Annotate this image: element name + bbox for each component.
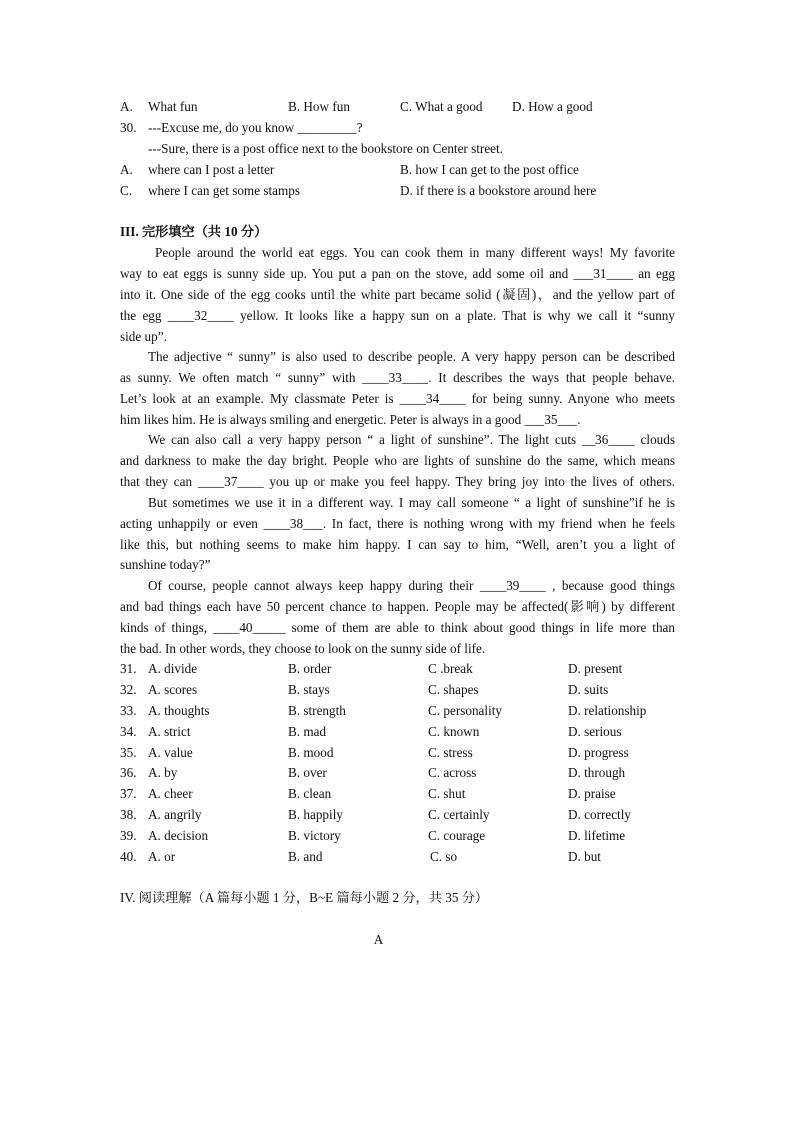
q30-option-b: B. how I can get to the post office [400,162,579,177]
q29-option-d: D. How a good [512,99,593,114]
q29-option-a-label: A. [120,99,133,114]
option-c: C. courage [428,828,486,843]
option-c: C. known [428,724,480,739]
option-c: C. personality [428,703,502,718]
option-a: A. divide [148,661,198,676]
question-number: 32. [120,682,137,697]
option-a: A. scores [148,682,198,697]
section4-heading: IV. 阅读理解（A 篇每小题 1 分，B~E 篇每小题 2 分，共 35 分） [120,890,489,905]
passage-line: as sunny. We often match “ sunny” with ____33____. It describes the ways that people behave. [120,370,675,385]
option-d: D. serious [568,724,622,739]
option-b: B. victory [288,828,341,843]
passage-line: that they can ____37____ you up or make you feel happy. They bring joy into the lives of others. [120,474,675,489]
passage-line: into it. One side of the egg cooks until the white part became solid (凝固)，and the yellow part of [120,287,675,302]
passage-line: and darkness to make the day bright. People who are lights of sunshine do the same, which means [120,453,675,468]
q30-line1: ---Excuse me, do you know _________? [148,120,363,135]
passage-line: People around the world eat eggs. You can cook them in many different ways! My favorite [155,245,675,260]
option-d: D. but [568,849,601,864]
option-c: C. certainly [428,807,490,822]
option-b: B. stays [288,682,330,697]
option-d: D. through [568,765,626,780]
question-number: 37. [120,786,137,801]
option-a: A. strict [148,724,191,739]
q30-number: 30. [120,120,137,135]
option-c: C. shapes [428,682,479,697]
q30-option-a-label: A. [120,162,133,177]
option-c: C. stress [428,745,473,760]
passage-line: the egg ____32____ yellow. It looks like a happy sun on a plate. That is why we call it “sunny [120,308,675,323]
option-a: A. thoughts [148,703,210,718]
option-b: B. strength [288,703,346,718]
passage-line: side up”. [120,329,167,344]
option-c: C. shut [428,786,466,801]
q30-option-a: where can I post a letter [148,162,275,177]
option-c: C. so [430,849,458,864]
passage-line: and bad things each have 50 percent chance to happen. People may be affected(影响) by different [120,599,675,614]
section3-heading: III. 完形填空（共 10 分） [120,224,268,239]
option-d: D. lifetime [568,828,626,843]
question-number: 38. [120,807,137,822]
option-b: B. happily [288,807,343,822]
option-c: C. across [428,765,477,780]
passage-line: The adjective “ sunny” is also used to describe people. A very happy person can be described [148,349,675,364]
passage-line: him likes him. He is always smiling and energetic. Peter is always in a good ___35___. [120,412,581,427]
passage-line: acting unhappily or even ____38___. In fact, there is nothing wrong with my friend when he feels [120,516,675,531]
option-d: D. relationship [568,703,647,718]
option-c: C .break [428,661,473,676]
question-number: 40. [120,849,137,864]
question-number: 34. [120,724,137,739]
q29-option-b: B. How fun [288,99,350,114]
passage-line: Let’s look at an example. My classmate Peter is ____34____ for being sunny. Anyone who meets [120,391,675,406]
q29-option-c: C. What a good [400,99,483,114]
option-d: D. suits [568,682,609,697]
option-a: A. decision [148,828,209,843]
option-a: A. cheer [148,786,193,801]
option-b: B. mad [288,724,327,739]
option-b: B. order [288,661,332,676]
option-b: B. over [288,765,327,780]
option-a: A. angrily [148,807,202,822]
option-b: B. and [288,849,323,864]
passage-line: the bad. In other words, they choose to look on the sunny side of life. [120,641,486,656]
passage-line: like this, but nothing seems to make him happy. I can say to him, “Well, aren’t you a light of [120,537,675,552]
section4-subheading: A [373,932,384,947]
question-number: 36. [120,765,137,780]
q30-option-c: where I can get some stamps [148,183,300,198]
option-d: D. praise [568,786,616,801]
passage-line: kinds of things, ____40_____ some of them are able to think about good things in life more than [120,620,675,635]
option-b: B. mood [288,745,334,760]
passage-line: sunshine today?” [120,557,211,572]
option-a: A. value [148,745,193,760]
question-number: 35. [120,745,137,760]
option-d: D. present [568,661,623,676]
option-a: A. by [148,765,178,780]
passage-line: way to eat eggs is sunny side up. You put a pan on the stove, add some oil and ___31____ an egg [120,266,675,281]
option-d: D. progress [568,745,629,760]
passage-line: But sometimes we use it in a different way. I may call someone “ a light of sunshine”if he is [148,495,675,510]
q30-option-c-label: C. [120,183,133,198]
question-number: 33. [120,703,137,718]
option-d: D. correctly [568,807,631,822]
q29-option-a: What fun [148,99,198,114]
q30-option-d: D. if there is a bookstore around here [400,183,597,198]
question-number: 39. [120,828,137,843]
passage-line: Of course, people cannot always keep happy during their ____39____ , because good things [148,578,675,593]
option-b: B. clean [288,786,332,801]
passage-line: We can also call a very happy person “ a light of sunshine”. The light cuts __36____ clouds [148,432,675,447]
question-number: 31. [120,661,137,676]
q30-line2: ---Sure, there is a post office next to the bookstore on Center street. [148,141,503,156]
option-a: A. or [148,849,176,864]
